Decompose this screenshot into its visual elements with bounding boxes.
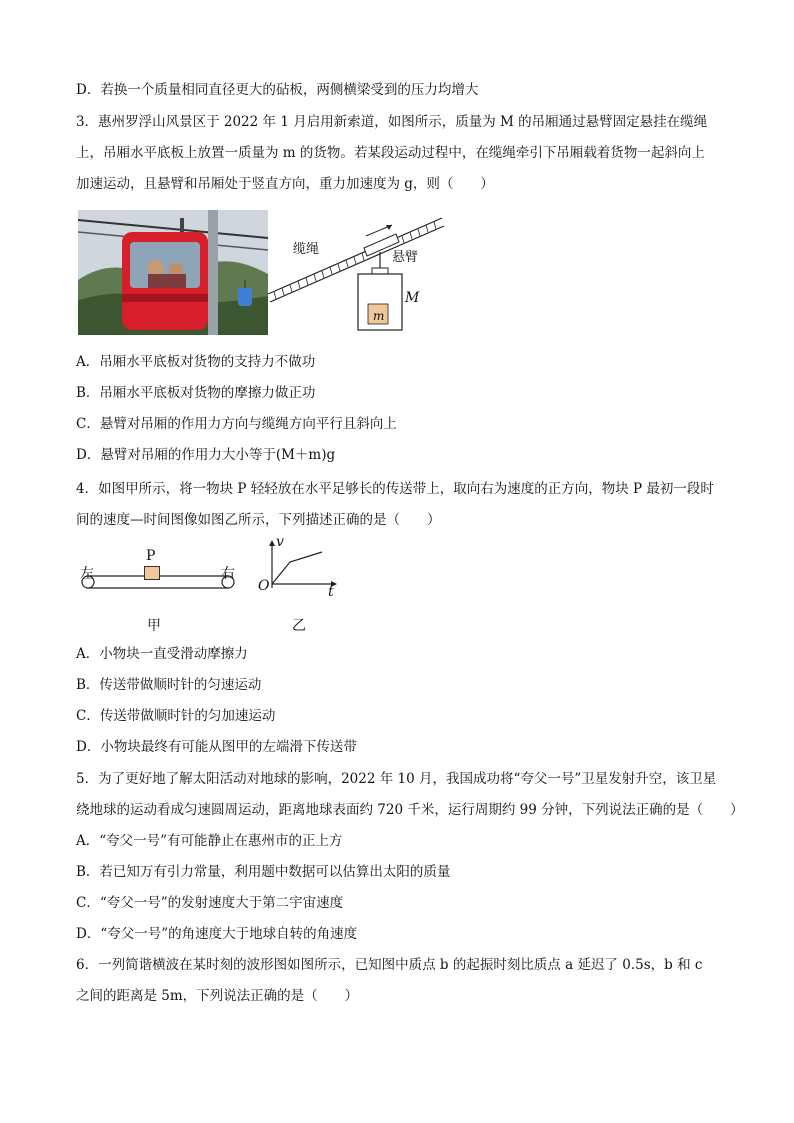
q4-stem-line-2: 间的速度—时间图像如图乙所示，下列描述正确的是（ ） (76, 512, 441, 528)
figure-yi-caption: 乙 (292, 618, 306, 634)
q3-option-d: D．悬臂对吊厢的作用力大小等于(M＋m)g (76, 447, 336, 463)
q5-option-d: D．“夸父一号”的角速度大于地球自转的角速度 (76, 926, 358, 942)
conveyor-belt-figure (80, 570, 240, 594)
block-p-label: P (146, 548, 156, 564)
q4-option-a: A．小物块一直受滑动摩擦力 (76, 646, 248, 662)
origin-label: O (258, 578, 270, 594)
q4-option-b: B．传送带做顺时针的匀速运动 (76, 677, 262, 693)
arm-joint (372, 268, 388, 274)
t-label: t (328, 584, 334, 600)
figure-jia-caption: 甲 (147, 618, 161, 634)
car-mass-label: M (405, 290, 420, 306)
q5-option-b: B．若已知万有引力常量，利用题中数据可以估算出太阳的质量 (76, 864, 451, 880)
q4-option-d: D．小物块最终有可能从图甲的左端滑下传送带 (76, 739, 357, 755)
q4-option-c: C．传送带做顺时针的匀加速运动 (76, 708, 276, 724)
cable-car-photo-drawing (78, 210, 268, 335)
q3-stem-line-3: 加速运动，且悬臂和吊厢处于竖直方向，重力加速度为 g，则（ ） (76, 176, 494, 192)
q3-option-b: B．吊厢水平底板对货物的摩擦力做正功 (76, 385, 316, 401)
q3-option-a: A．吊厢水平底板对货物的支持力不做功 (76, 354, 316, 370)
arm-label: 悬臂 (392, 250, 419, 265)
q3-option-c: C．悬臂对吊厢的作用力方向与缆绳方向平行且斜向上 (76, 416, 397, 432)
velocity-curve (272, 552, 322, 584)
q5-stem-line-1: 5．为了更好地了解太阳活动对地球的影响，2022 年 10 月，我国成功将“夸父一号”卫星发射升空，该卫星 (76, 771, 717, 787)
cable-car-diagram (262, 206, 452, 336)
q5-stem-line-2: 绕地球的运动看成匀速圆周运动，距离地球表面约 720 千米，运行周期约 99 分钟，下列说法正确的是（ ） (76, 802, 744, 818)
left-label: 左 (80, 566, 94, 582)
cargo-mass-label: m (373, 309, 385, 323)
q4-stem-line-1: 4．如图甲所示，将一物块 P 轻轻放在水平足够长的传送带上，取向右为速度的正方向，物块 P 最初一段时 (76, 481, 714, 497)
v-label: v (276, 534, 284, 550)
v-axis-arrow (269, 540, 275, 546)
q3-stem-line-1: 3．惠州罗浮山风景区于 2022 年 1 月启用新索道，如图所示，质量为 M 的吊厢通过悬臂固定悬挂在缆绳 (76, 114, 708, 130)
q3-stem-line-2: 上，吊厢水平底板上放置一质量为 m 的货物。若某段运动过程中，在缆绳牵引下吊厢载着货物一起斜向上 (76, 145, 705, 161)
cable-label: 缆绳 (293, 242, 320, 257)
q6-stem-line-1: 6．一列简谐横波在某时刻的波形图如图所示，已知图中质点 b 的起振时刻比质点 a 延迟了 0.5s，b 和 c (76, 957, 703, 973)
right-label: 右 (221, 566, 235, 582)
q5-option-a: A．“夸父一号”有可能静止在惠州市的正上方 (76, 833, 343, 849)
q5-option-c: C．“夸父一号”的发射速度大于第二宇宙速度 (76, 895, 344, 911)
q6-stem-line-2: 之间的距离是 5m，下列说法正确的是（ ） (76, 988, 359, 1004)
block-p (144, 566, 160, 580)
cable-car-photo (78, 210, 268, 335)
q2-option-d: D．若换一个质量相同直径更大的砧板，两侧横梁受到的压力均增大 (76, 82, 479, 98)
